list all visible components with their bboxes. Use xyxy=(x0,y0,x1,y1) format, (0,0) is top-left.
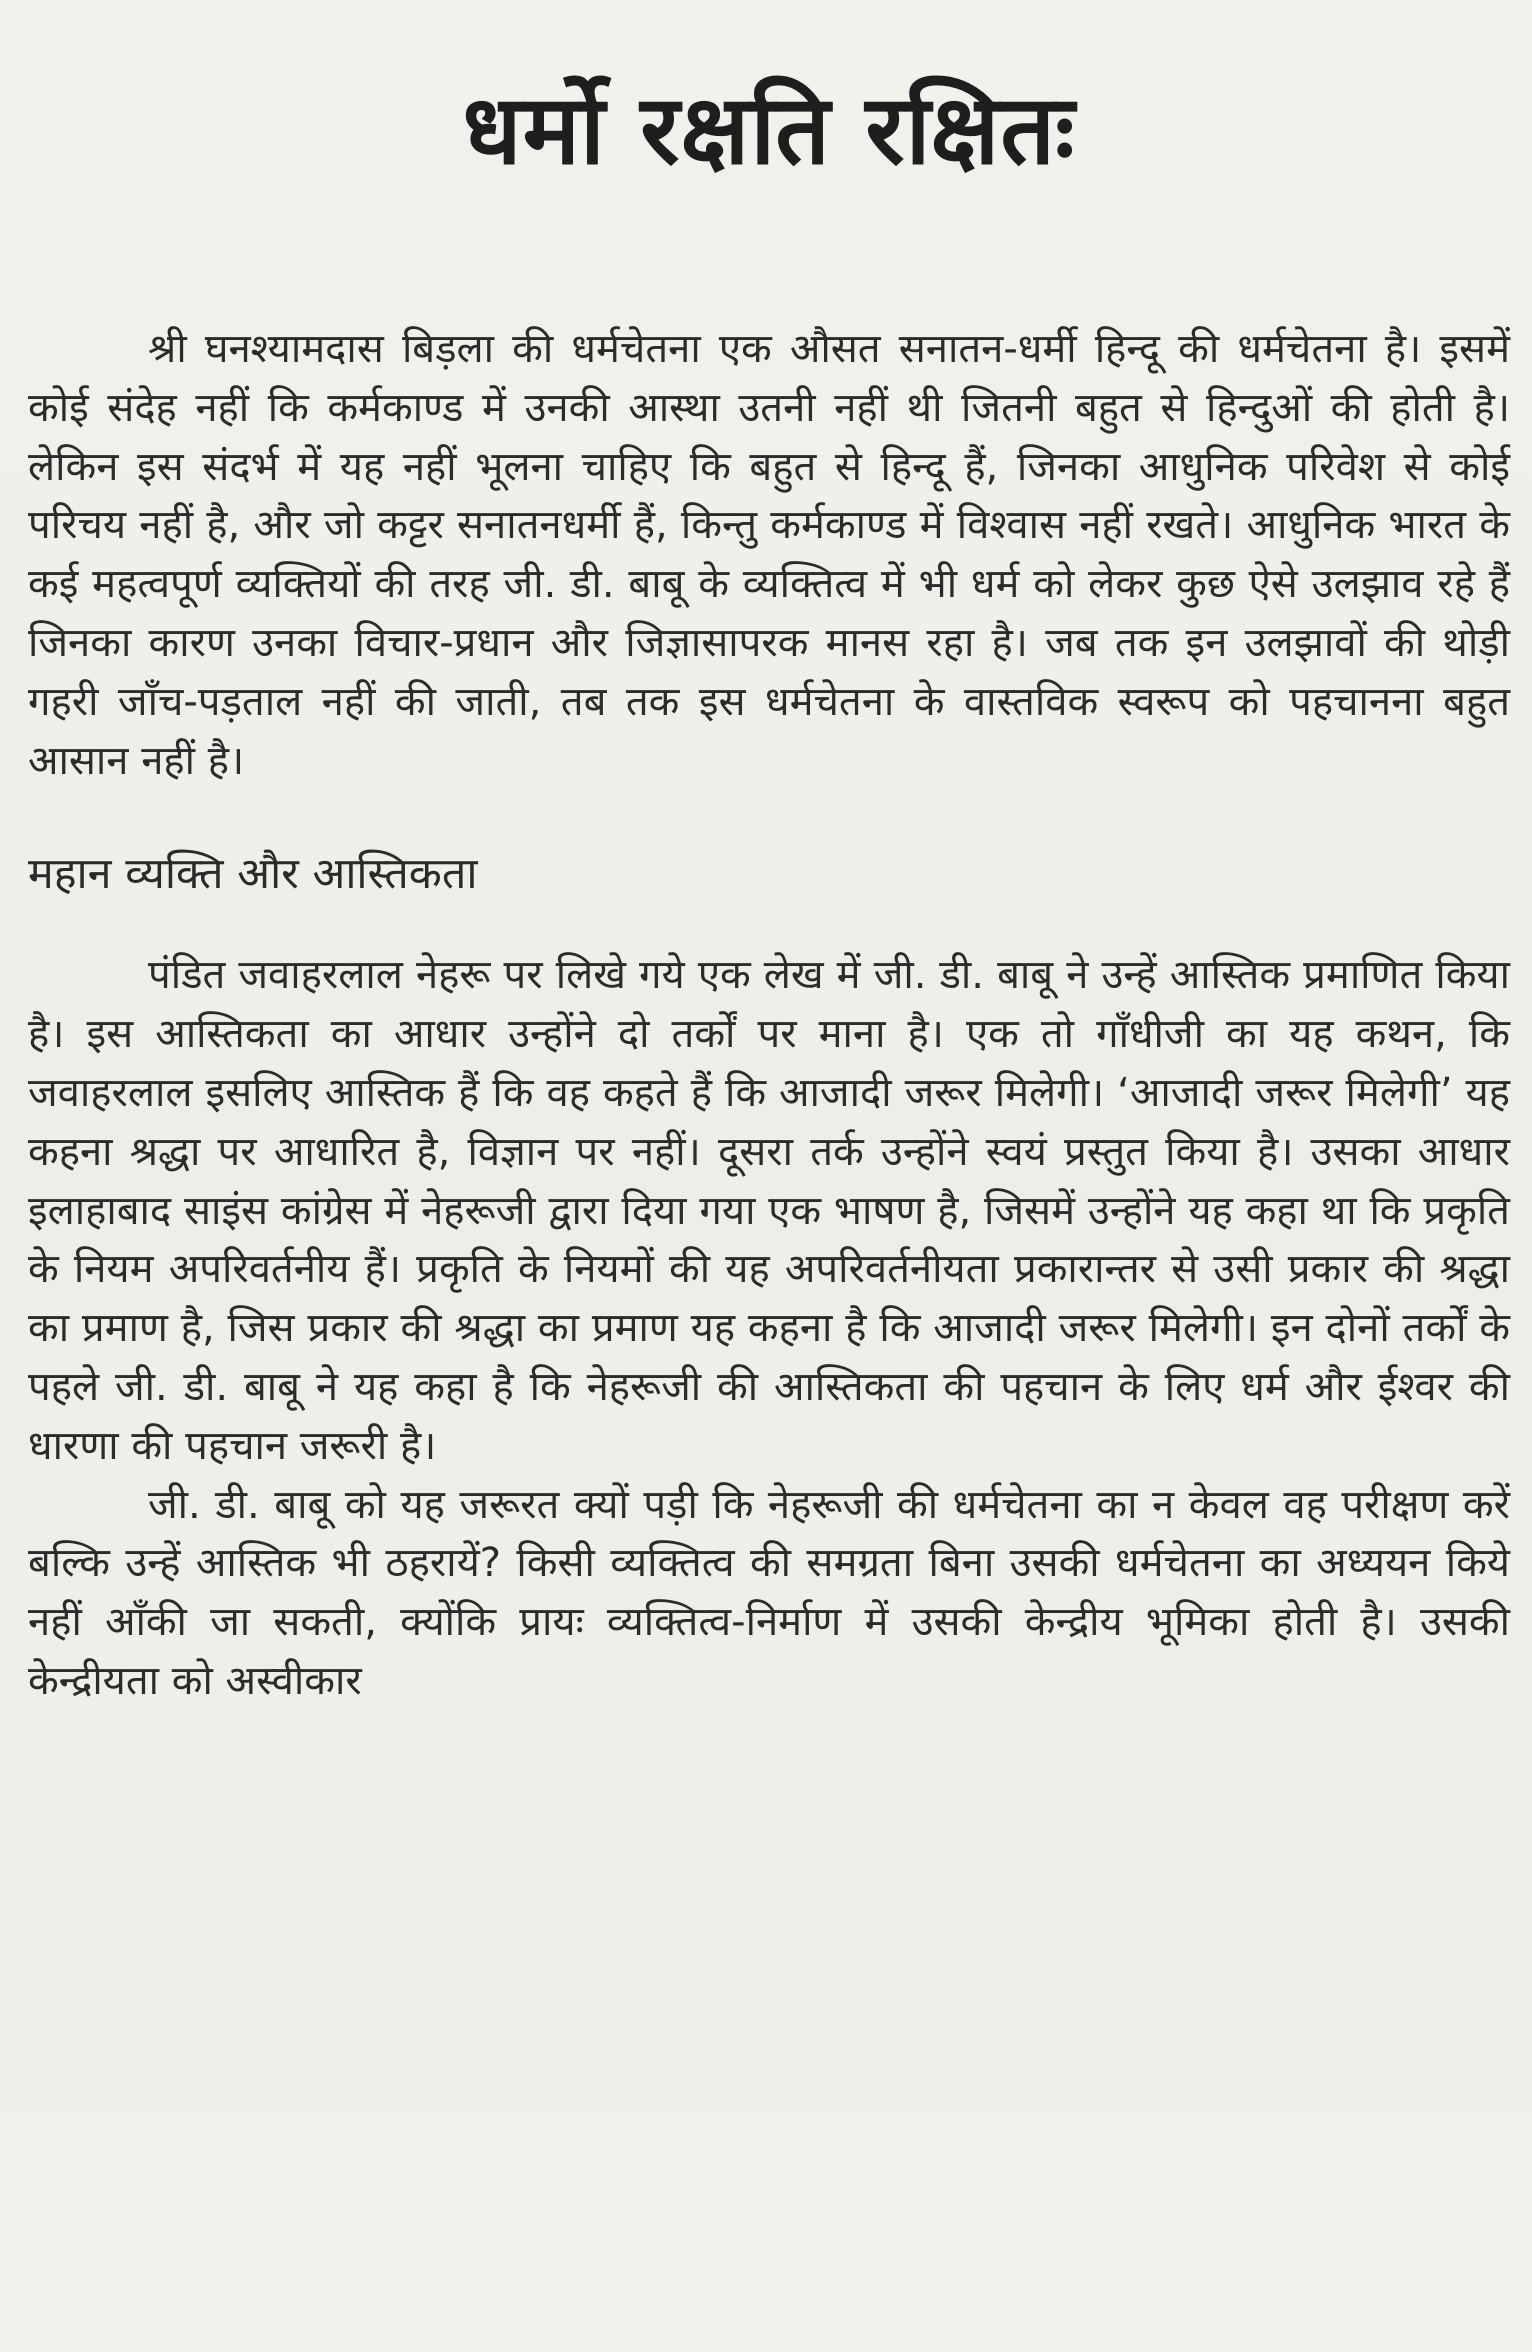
paragraph-intro: श्री घनश्यामदास बिड़ला की धर्मचेतना एक औसत सनातन-धर्मी हिन्दू की धर्मचेतना है। इसमें कोई संदेह नहीं कि कर्मकाण्ड में उनकी आस्था उतनी नहीं थी जितनी बहुत से हिन्दुओं की होती है। लेकिन इस संदर्भ में यह नहीं भूलना चाहिए कि बहुत से हिन्दू हैं, जिनका आधुनिक परिवेश से कोई परिचय नहीं है, और जो कट्टर सनातनधर्मी हैं, किन्तु कर्मकाण्ड में विश्वास नहीं रखते। आधुनिक भारत के कई महत्वपूर्ण व्यक्तियों की तरह जी. डी. बाबू के व्यक्तित्व में भी धर्म को लेकर कुछ ऐसे उलझाव रहे हैं जिनका कारण उनका विचार-प्रधान और जिज्ञासापरक मानस रहा है। जब तक इन उलझावों की थोड़ी गहरी जाँच-पड़ताल नहीं की जाती, तब तक इस धर्मचेतना के वास्तविक स्वरूप को पहचानना बहुत आसान नहीं है। xyxy=(28,326,1510,784)
paragraph-nehru-article: पंडित जवाहरलाल नेहरू पर लिखे गये एक लेख में जी. डी. बाबू ने उन्हें आस्तिक प्रमाणित किया है। इस आस्तिकता का आधार उन्होंने दो तर्कों पर माना है। एक तो गाँधीजी का यह कथन, कि जवाहरलाल इसलिए आस्तिक हैं कि वह कहते हैं कि आजादी जरूर मिलेगी। ‘आजादी जरूर मिलेगी’ यह कहना श्रद्धा पर आधारित है, विज्ञान पर नहीं। दूसरा तर्क उन्होंने स्वयं प्रस्तुत किया है। उसका आधार इलाहाबाद साइंस कांग्रेस में नेहरूजी द्वारा दिया गया एक भाषण है, जिसमें उन्होंने यह कहा था कि प्रकृति के नियम अपरिवर्तनीय हैं। प्रकृति के नियमों की यह अपरिवर्तनीयता प्रकारान्तर से उसी प्रकार की श्रद्धा का प्रमाण है, जिस प्रकार की श्रद्धा का प्रमाण यह कहना है कि आजादी जरूर मिलेगी। इन दोनों तर्कों के पहले जी. डी. बाबू ने यह कहा है कि नेहरूजी की आस्तिकता की पहचान के लिए धर्म और ईश्वर की धारणा की पहचान जरूरी है। xyxy=(28,952,1510,1469)
chapter-title: धर्मो रक्षति रक्षितः xyxy=(462,74,1076,186)
section-heading: महान व्यक्ति और आस्तिकता xyxy=(28,849,478,900)
paragraph-why-examine: जी. डी. बाबू को यह जरूरत क्यों पड़ी कि नेहरूजी की धर्मचेतना का न केवल वह परीक्षण करें बल्कि उन्हें आस्तिक भी ठहरायें? किसी व्यक्तित्व की समग्रता बिना उसकी धर्मचेतना का अध्ययन किये नहीं आँकी जा सकती, क्योंकि प्रायः व्यक्तित्व-निर्माण में उसकी केन्द्रीय भूमिका होती है। उसकी केन्द्रीयता को अस्वीकार xyxy=(28,1481,1510,1704)
